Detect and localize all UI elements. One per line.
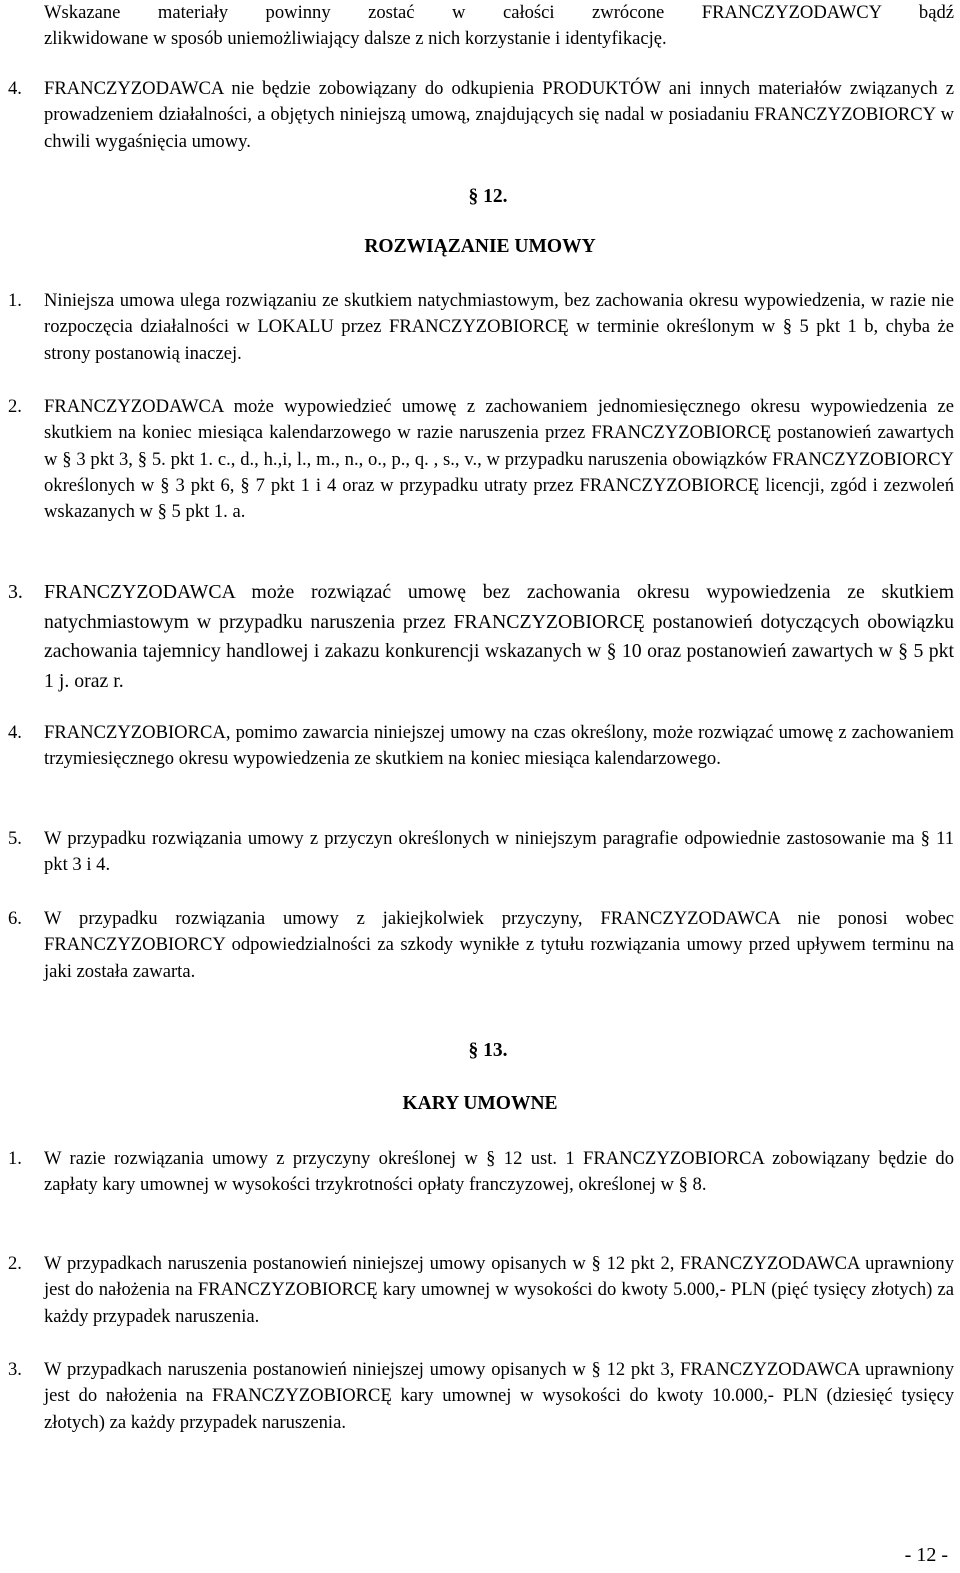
s12-item-4-number: 4. <box>8 722 22 743</box>
section-13-number: § 13. <box>468 1040 508 1061</box>
s12-item-5-number: 5. <box>8 828 22 849</box>
intro-line-1: Wskazane materiały powinny zostać w całości zwrócone FRANCZYZODAWCY bądź <box>44 2 954 23</box>
prev-item-4-text: FRANCZYZODAWCA nie będzie zobowiązany do odkupienia PRODUKTÓW ani innych materiałów związanych z prowadzeniem działalności, a objętych niniejszą umową, znajdujących się nadal w posiadaniu FRANCZYZOBIORCY w chwili wygaśnięcia umowy. <box>44 78 954 152</box>
s12-item-3-text: FRANCZYZODAWCA może rozwiązać umowę bez zachowania okresu wypowiedzenia ze skutkiem natychmiastowym w przypadku naruszenia przez FRANCZYZOBIORCĘ postanowień dotyczących obowiązku zachowania tajemnicy handlowej i zakazu konkurencji wskazanych w § 10 oraz postanowień zawartych w § 5 pkt 1 j. oraz r. <box>44 581 954 692</box>
section-13-title: KARY UMOWNE <box>402 1093 558 1114</box>
s13-item-3-number: 3. <box>8 1359 22 1380</box>
s12-item-6-text: W przypadku rozwiązania umowy z jakiejkolwiek przyczyny, FRANCZYZODAWCA nie ponosi wobec FRANCZYZOBIORCY odpowiedzialności za szkody wynikłe z tytułu rozwiązania umowy przed upływem terminu na jaki została zawarta. <box>44 908 954 982</box>
intro-line-2: zlikwidowane w sposób uniemożliwiający dalsze z nich korzystanie i identyfikację. <box>44 28 667 50</box>
s13-item-1-number: 1. <box>8 1148 22 1169</box>
page-number: - 12 - <box>904 1544 948 1566</box>
s12-item-4-text: FRANCZYZOBIORCA, pomimo zawarcia niniejszej umowy na czas określony, może rozwiązać umowę z zachowaniem trzymiesięcznego okresu wypowiedzenia ze skutkiem na koniec miesiąca kalendarzowego. <box>44 722 954 770</box>
s12-item-1-number: 1. <box>8 290 22 311</box>
s12-item-2-number: 2. <box>8 396 22 417</box>
s12-item-6-number: 6. <box>8 908 22 929</box>
s13-item-2-number: 2. <box>8 1253 22 1274</box>
s13-item-1-text: W razie rozwiązania umowy z przyczyny określonej w § 12 ust. 1 FRANCZYZOBIORCA zobowiązany będzie do zapłaty kary umownej w wysokości trzykrotności opłaty franczyzowej, określonej w § 8. <box>44 1148 954 1196</box>
s12-item-1-text: Niniejsza umowa ulega rozwiązaniu ze skutkiem natychmiastowym, bez zachowania okresu wypowiedzenia, w razie nie rozpoczęcia działalności w LOKALU przez FRANCZYZOBIORCĘ w terminie określonym w § 5 pkt 1 b, chyba że strony postanowią inaczej. <box>44 290 954 364</box>
prev-item-4-number: 4. <box>8 78 22 99</box>
section-12-title: ROZWIĄZANIE UMOWY <box>364 236 596 257</box>
section-12-number: § 12. <box>468 186 508 207</box>
s12-item-3-number: 3. <box>8 581 23 603</box>
intro-paragraph <box>44 0 954 53</box>
s13-item-3-text: W przypadkach naruszenia postanowień niniejszej umowy opisanych w § 12 pkt 3, FRANCZYZODAWCA uprawniony jest do nałożenia na FRANCZYZOBIORCĘ kary umownej w wysokości do kwoty 10.000,- PLN (dziesięć tysięcy złotych) za każdy przypadek naruszenia. <box>44 1359 954 1433</box>
s12-item-5-text: W przypadku rozwiązania umowy z przyczyn określonych w niniejszym paragrafie odpowiednie zastosowanie ma § 11 pkt 3 i 4. <box>44 828 954 876</box>
s13-item-2-text: W przypadkach naruszenia postanowień niniejszej umowy opisanych w § 12 pkt 2, FRANCZYZODAWCA uprawniony jest do nałożenia na FRANCZYZOBIORCĘ kary umownej w wysokości do kwoty 5.000,- PLN (pięć tysięcy złotych) za każdy przypadek naruszenia. <box>44 1253 954 1327</box>
s12-item-2-text: FRANCZYZODAWCA może wypowiedzieć umowę z zachowaniem jednomiesięcznego okresu wypowiedzenia ze skutkiem na koniec miesiąca kalendarzowego w razie naruszenia przez FRANCZYZOBIORCĘ postanowień zawartych w § 3 pkt 3, § 5. pkt 1. c., d., h.,i, l., m., n., o., p., q. , s., v., w przypadku naruszenia obowiązków FRANCZYZOBIORCY określonych w § 3 pkt 6, § 7 pkt 1 i 4 oraz w przypadku utraty przez FRANCZYZOBIORCĘ licencji, zgód i zezwoleń wskazanych w § 5 pkt 1. a. <box>44 396 954 523</box>
